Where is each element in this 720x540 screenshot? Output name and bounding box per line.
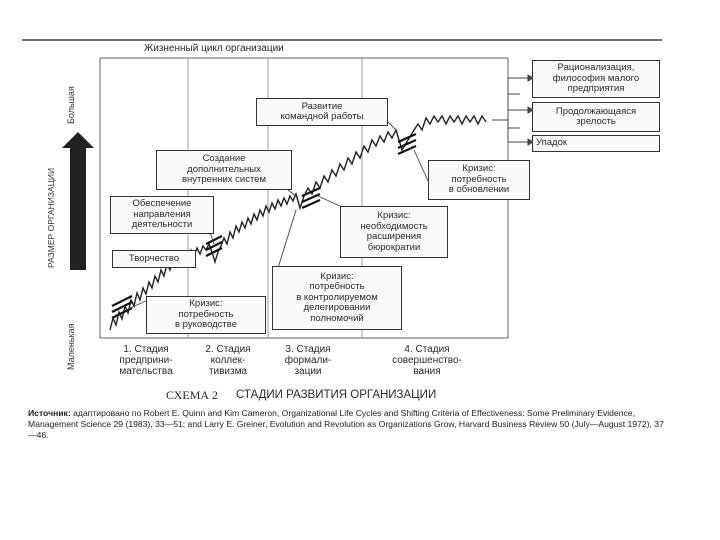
scheme-label: СХЕМА 2	[166, 388, 219, 402]
size-axis-arrow	[62, 132, 94, 270]
stage-1: 1. Стадия предприни- мательства	[119, 344, 173, 377]
phase-direction: Обеспечение направления деятельности	[110, 196, 214, 234]
stage-2: 2. Стадия коллек- тивизма	[205, 344, 251, 377]
outcome-maturity: Продолжающаяся зрелость	[532, 102, 660, 132]
crisis-leadership: Кризис: потребность в руководстве	[146, 296, 266, 334]
source-note	[28, 408, 668, 441]
diagram-title: Жизненный цикл организации	[144, 43, 284, 54]
outcome-connectors	[492, 75, 533, 145]
stage-4: 4. Стадия совершенство- вания	[392, 344, 462, 377]
stage-3: 3. Стадия формали- зации	[284, 344, 332, 377]
axis-label-size: РАЗМЕР ОРГАНИЗАЦИИ	[46, 167, 56, 268]
phase-systems: Создание дополнительных внутренних систем	[156, 150, 292, 190]
phase-creativity: Творчество	[112, 250, 196, 268]
outcome-rationalization: Рационализация, философия малого предприятия	[532, 60, 660, 98]
phase-teamwork: Развитие командной работы	[256, 98, 388, 126]
crisis-red-tape: Кризис: необходимость расширения бюрократии	[340, 206, 448, 258]
axis-label-big: Большая	[66, 86, 76, 124]
outcome-decline: Упадок	[532, 135, 660, 152]
axis-label-small: Маленькая	[66, 323, 76, 370]
source-text: адаптировано по Robert E. Quinn and Kim Cameron, Organizational Life Cycles and Shifting Criteria of Effectiveness: Some Preliminary Evidence, Management Science 29 (1983), 33—51; and Larry E. Greiner, Evolution and Revolution as Organizations Grow, Harvard Business Review 50 (July—August 1972), 37—46.	[28, 408, 664, 440]
crisis-renewal: Кризис: потребность в обновлении	[428, 160, 530, 200]
scheme-title: СТАДИИ РАЗВИТИЯ ОРГАНИЗАЦИИ	[236, 389, 437, 401]
source-label: Источник:	[28, 408, 71, 418]
crisis-delegation: Кризис: потребность в контролируемом делегировании полномочий	[272, 266, 402, 330]
